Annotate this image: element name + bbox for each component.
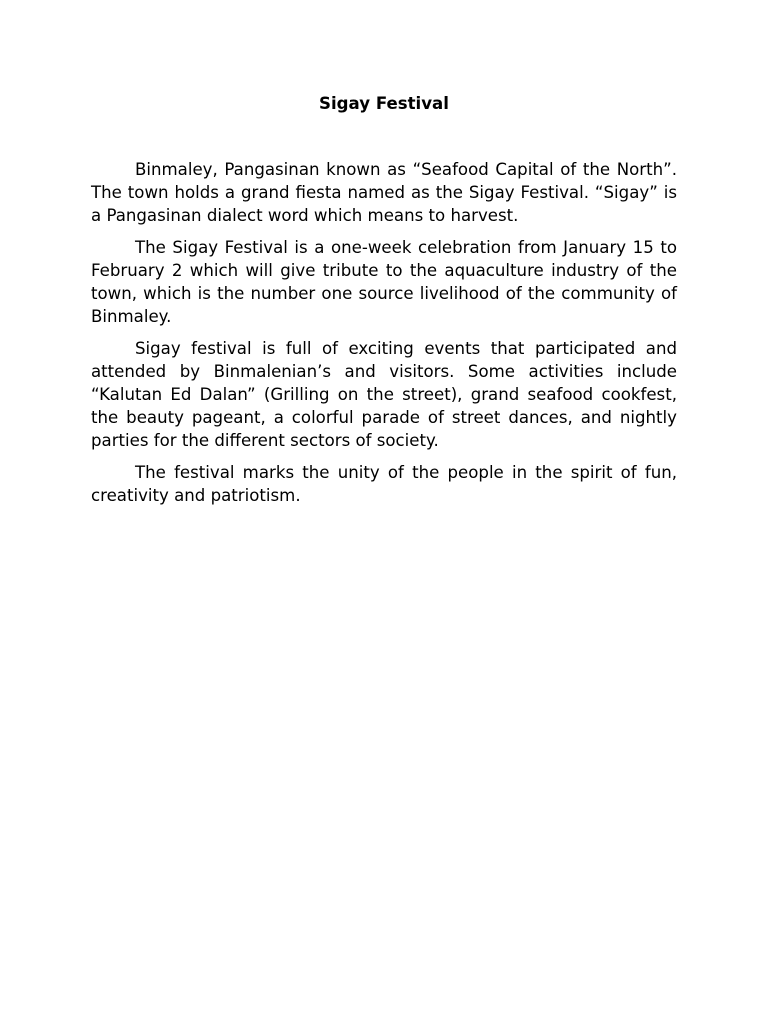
paragraph-2: The Sigay Festival is a one-week celebration from January 15 to February 2 which will give tribute to the aquaculture industry of the town, which is the number one source livelihood of the community of Binmaley. bbox=[91, 238, 677, 326]
paragraph-4: The festival marks the unity of the people in the spirit of fun, creativity and patriotism. bbox=[91, 463, 677, 505]
document-body bbox=[91, 92, 677, 516]
paragraph-3: Sigay festival is full of exciting events that participated and attended by Binmalenian’s and visitors. Some activities include “Kalutan Ed Dalan” (Grilling on the street), grand seafood cookfest, the beauty pageant, a colorful parade of street dances, and nightly parties for the different sectors of society. bbox=[91, 339, 677, 450]
document-title: Sigay Festival bbox=[319, 94, 449, 113]
paragraph-1: Binmaley, Pangasinan known as “Seafood Capital of the North”. The town holds a grand fiesta named as the Sigay Festival. “Sigay” is a Pangasinan dialect word which means to harvest. bbox=[91, 160, 677, 225]
